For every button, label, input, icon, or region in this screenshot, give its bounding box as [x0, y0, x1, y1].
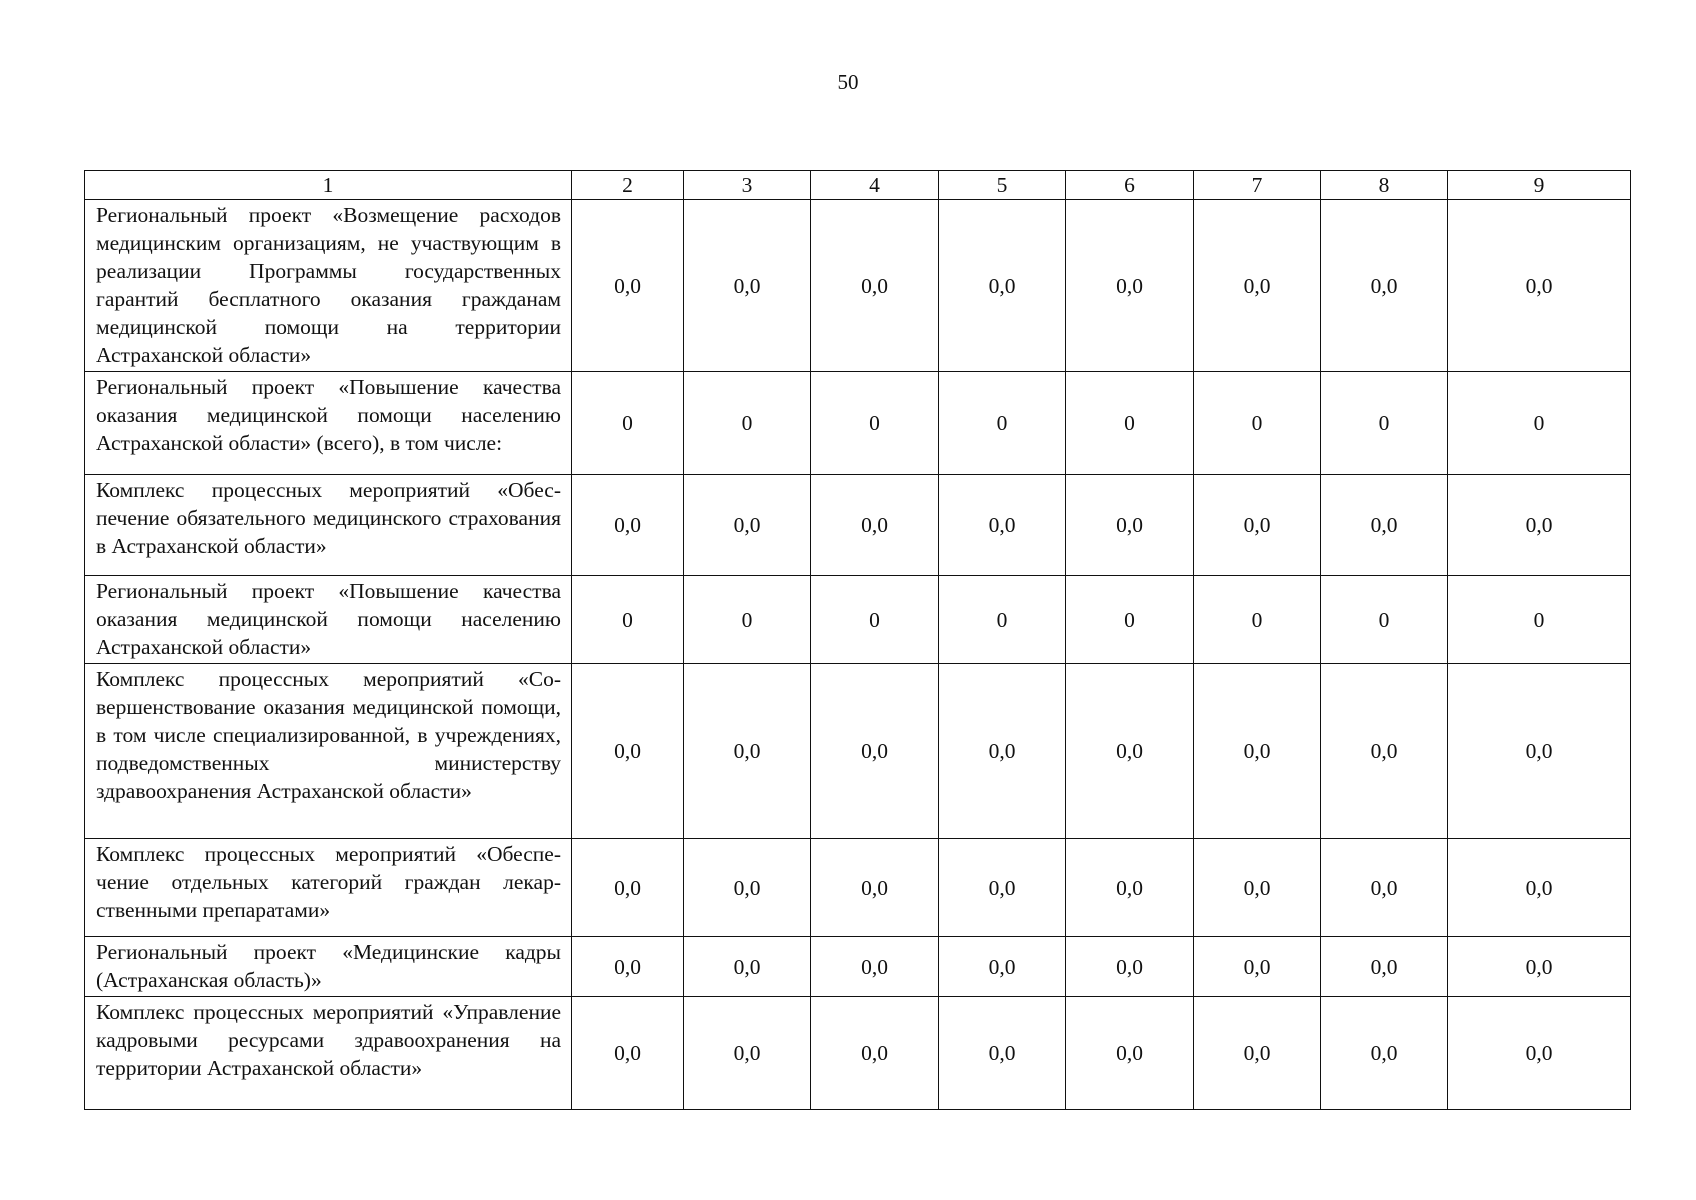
cell-value: 0,0 [684, 664, 811, 839]
column-header: 5 [939, 171, 1066, 200]
cell-value: 0,0 [1066, 664, 1194, 839]
cell-value: 0 [1066, 372, 1194, 475]
column-header: 1 [85, 171, 572, 200]
cell-value: 0,0 [1066, 997, 1194, 1110]
row-label: Комплекс процессных мероприятий «Обеспечение обязательного медицинского страхования в Астраханской области» [85, 475, 572, 576]
cell-value: 0,0 [1066, 475, 1194, 576]
cell-value: 0 [1194, 372, 1321, 475]
table-row [85, 200, 1631, 372]
cell-value: 0,0 [1448, 937, 1631, 997]
cell-value: 0,0 [939, 997, 1066, 1110]
table-row [85, 372, 1631, 475]
cell-value: 0,0 [1448, 475, 1631, 576]
cell-value: 0,0 [939, 937, 1066, 997]
cell-value: 0 [684, 576, 811, 664]
column-header: 7 [1194, 171, 1321, 200]
column-header: 4 [811, 171, 939, 200]
cell-value: 0 [939, 576, 1066, 664]
cell-value: 0 [572, 576, 684, 664]
cell-value: 0,0 [1066, 200, 1194, 372]
cell-value: 0,0 [1321, 839, 1448, 937]
budget-table [84, 170, 1631, 1110]
cell-value: 0,0 [1066, 839, 1194, 937]
cell-value: 0,0 [1321, 475, 1448, 576]
page-number: 50 [837, 70, 859, 94]
table-row [85, 997, 1631, 1110]
table-row [85, 576, 1631, 664]
cell-value: 0 [939, 372, 1066, 475]
cell-value: 0 [811, 372, 939, 475]
cell-value: 0,0 [684, 937, 811, 997]
cell-value: 0,0 [572, 200, 684, 372]
cell-value: 0,0 [1321, 200, 1448, 372]
row-label: Комплекс процессных мероприятий «Совершенствование оказания медицинской помощи, в том числе специализированной, в учреждениях, подведомственных министерству здравоохранения Астраханской области» [85, 664, 572, 839]
cell-value: 0,0 [1194, 937, 1321, 997]
row-label: Комплекс процессных мероприятий «Управление кадровыми ресурсами здравоохранения на территории Астраханской области» [85, 997, 572, 1110]
cell-value: 0,0 [1194, 664, 1321, 839]
cell-value: 0,0 [939, 664, 1066, 839]
cell-value: 0,0 [684, 475, 811, 576]
table-row [85, 937, 1631, 997]
cell-value: 0 [811, 576, 939, 664]
table-row [85, 475, 1631, 576]
cell-value: 0,0 [1448, 997, 1631, 1110]
cell-value: 0,0 [811, 997, 939, 1110]
cell-value: 0 [1194, 576, 1321, 664]
column-header: 8 [1321, 171, 1448, 200]
cell-value: 0,0 [811, 937, 939, 997]
cell-value: 0,0 [572, 475, 684, 576]
column-header: 3 [684, 171, 811, 200]
cell-value: 0 [1448, 576, 1631, 664]
cell-value: 0,0 [1194, 200, 1321, 372]
row-label: Региональный проект «Повышение качества оказания медицинской помощи населению Астраханской области» (всего), в том числе: [85, 372, 572, 475]
cell-value: 0,0 [939, 839, 1066, 937]
cell-value: 0,0 [572, 839, 684, 937]
row-label: Региональный проект «Медицинские кадры (Астраханская область)» [85, 937, 572, 997]
cell-value: 0,0 [684, 839, 811, 937]
cell-value: 0,0 [1194, 839, 1321, 937]
cell-value: 0,0 [1066, 937, 1194, 997]
row-label: Региональный проект «Возмещение расходов медицинским организациям, не участвующим в реализации Программы государственных гарантий бесплатного оказания гражданам медицинской помощи на территории Астраханской области» [85, 200, 572, 372]
cell-value: 0,0 [1448, 200, 1631, 372]
header-row [85, 171, 1631, 200]
row-label: Комплекс процессных мероприятий «Обеспечение отдельных категорий граждан лекарственными препаратами» [85, 839, 572, 937]
cell-value: 0,0 [811, 839, 939, 937]
cell-value: 0,0 [939, 200, 1066, 372]
cell-value: 0,0 [572, 664, 684, 839]
table-row [85, 839, 1631, 937]
cell-value: 0,0 [1194, 997, 1321, 1110]
column-header: 9 [1448, 171, 1631, 200]
cell-value: 0,0 [684, 997, 811, 1110]
cell-value: 0,0 [811, 664, 939, 839]
cell-value: 0,0 [1321, 937, 1448, 997]
cell-value: 0,0 [939, 475, 1066, 576]
cell-value: 0,0 [1448, 839, 1631, 937]
table-row [85, 664, 1631, 839]
cell-value: 0 [684, 372, 811, 475]
cell-value: 0,0 [1321, 664, 1448, 839]
cell-value: 0,0 [1321, 997, 1448, 1110]
column-header: 2 [572, 171, 684, 200]
cell-value: 0,0 [572, 997, 684, 1110]
cell-value: 0,0 [811, 475, 939, 576]
row-label: Региональный проект «Повышение качества оказания медицинской помощи населению Астраханской области» [85, 576, 572, 664]
cell-value: 0,0 [684, 200, 811, 372]
cell-value: 0,0 [1448, 664, 1631, 839]
cell-value: 0 [1066, 576, 1194, 664]
cell-value: 0 [1321, 576, 1448, 664]
cell-value: 0 [1321, 372, 1448, 475]
cell-value: 0 [1448, 372, 1631, 475]
column-header: 6 [1066, 171, 1194, 200]
cell-value: 0 [572, 372, 684, 475]
cell-value: 0,0 [1194, 475, 1321, 576]
cell-value: 0,0 [572, 937, 684, 997]
cell-value: 0,0 [811, 200, 939, 372]
